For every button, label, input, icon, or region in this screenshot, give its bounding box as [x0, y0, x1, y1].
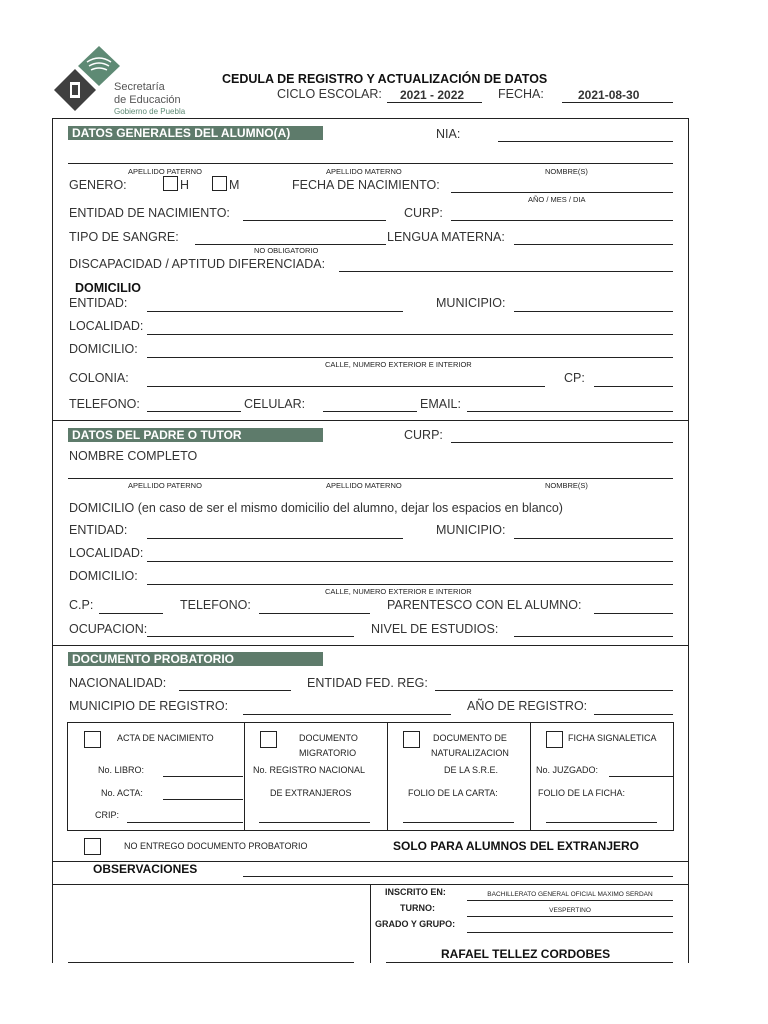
entidad-fed-label: ENTIDAD FED. REG: [307, 676, 428, 690]
cycle-label: CICLO ESCOLAR: [277, 87, 382, 101]
acta-title: ACTA DE NACIMIENTO [117, 733, 214, 743]
logo-text-2: de Educación [114, 94, 181, 106]
entidad-label: ENTIDAD: [69, 296, 128, 310]
nia-label: NIA: [436, 127, 461, 141]
tutor-domicilio-label: DOMICILIO: [69, 569, 138, 583]
nat-folio-label: FOLIO DE LA CARTA: [408, 788, 498, 798]
logo-text-1: Secretaría [114, 81, 165, 93]
grado-field[interactable] [467, 932, 673, 933]
tutor-cp-field[interactable] [99, 613, 163, 614]
ficha-title: FICHA SIGNALETICA [568, 733, 657, 743]
celular-field[interactable] [323, 411, 417, 412]
municipio-reg-label: MUNICIPIO DE REGISTRO: [69, 699, 229, 713]
tutor-telefono-field[interactable] [259, 613, 370, 614]
tutor-telefono-label: TELEFONO: [180, 598, 251, 612]
acta-crip-label: CRIP: [95, 810, 120, 820]
ficha-juzgado-field[interactable] [609, 776, 673, 777]
inscrito-value: BACHILLERATO GENERAL OFICIAL MAXIMO SERDAN [487, 891, 653, 898]
grid-divider-3 [530, 722, 531, 831]
tutor-curp-label: CURP: [404, 428, 443, 442]
signer-line[interactable] [386, 962, 673, 963]
nat-title-2: NATURALIZACION [431, 748, 509, 758]
genero-label: GENERO: [69, 178, 127, 192]
fecha-format-hint: AÑO / MES / DIA [528, 195, 586, 204]
no-obligatorio-hint: NO OBLIGATORIO [254, 246, 319, 255]
turno-value: VESPERTINO [549, 907, 591, 914]
cycle-value: 2021 - 2022 [400, 88, 465, 102]
genero-m-label: M [229, 178, 240, 192]
tutor-curp-field[interactable] [451, 442, 673, 443]
apellido-paterno-hint: APELLIDO PATERNO [128, 167, 202, 176]
migr-line-3: No. REGISTRO NACIONAL [253, 765, 366, 775]
turno-field[interactable] [467, 916, 673, 917]
observaciones-title: OBSERVACIONES [93, 862, 198, 876]
anio-reg-field[interactable] [594, 714, 673, 715]
genero-h-checkbox[interactable] [163, 176, 178, 191]
localidad-field[interactable] [147, 334, 673, 335]
document-section-header: DOCUMENTO PROBATORIO [68, 652, 323, 666]
ficha-folio-field[interactable] [546, 822, 657, 823]
email-field[interactable] [467, 411, 673, 412]
student-name-field[interactable] [68, 163, 673, 164]
logo-text-3: Gobierno de Puebla [114, 107, 186, 116]
lengua-label: LENGUA MATERNA: [387, 230, 505, 244]
no-entrego-label: NO ENTREGO DOCUMENTO PROBATORIO [124, 841, 308, 851]
parentesco-label: PARENTESCO CON EL ALUMNO: [387, 598, 582, 612]
tutor-municipio-field[interactable] [514, 538, 673, 539]
acta-no-label: No. ACTA: [101, 788, 143, 798]
tutor-municipio-label: MUNICIPIO: [436, 523, 506, 537]
inscrito-field[interactable] [467, 900, 673, 901]
tutor-localidad-field[interactable] [147, 561, 673, 562]
domicilio-title: DOMICILIO [75, 281, 141, 295]
municipio-label: MUNICIPIO: [436, 296, 506, 310]
municipio-field[interactable] [514, 311, 673, 312]
footer-divider [370, 884, 371, 963]
telefono-field[interactable] [147, 411, 241, 412]
migr-line-4: DE EXTRANJEROS [270, 788, 352, 798]
entidad-nac-label: ENTIDAD DE NACIMIENTO: [69, 206, 230, 220]
municipio-reg-field[interactable] [243, 714, 451, 715]
nivel-field[interactable] [514, 636, 673, 637]
acta-libro-label: No. LIBRO: [98, 765, 145, 775]
ocupacion-label: OCUPACION: [69, 622, 148, 636]
tutor-calle-hint: CALLE, NUMERO EXTERIOR E INTERIOR [325, 587, 472, 596]
celular-label: CELULAR: [244, 397, 306, 411]
colonia-field[interactable] [147, 386, 545, 387]
cp-label: CP: [564, 371, 585, 385]
discapacidad-field[interactable] [339, 271, 673, 272]
acta-no-field[interactable] [163, 799, 243, 800]
fecha-nac-field[interactable] [451, 192, 673, 193]
parentesco-field[interactable] [594, 613, 673, 614]
tutor-name-field[interactable] [68, 478, 673, 479]
grado-label: GRADO Y GRUPO: [375, 919, 456, 929]
migr-field[interactable] [259, 822, 370, 823]
tutor-apellido-materno-hint: APELLIDO MATERNO [326, 481, 402, 490]
signer-name: RAFAEL TELLEZ CORDOBES [441, 947, 611, 961]
migratorio-checkbox[interactable] [260, 731, 277, 748]
grid-divider-2 [387, 722, 388, 831]
tutor-entidad-field[interactable] [147, 538, 403, 539]
ficha-checkbox[interactable] [546, 731, 563, 748]
calle-hint: CALLE, NUMERO EXTERIOR E INTERIOR [325, 360, 472, 369]
nacionalidad-label: NACIONALIDAD: [69, 676, 167, 690]
nat-folio-field[interactable] [403, 822, 514, 823]
email-label: EMAIL: [420, 397, 461, 411]
domicilio-field[interactable] [147, 357, 673, 358]
lengua-field[interactable] [514, 244, 673, 245]
tutor-domicilio-note: DOMICILIO (en caso de ser el mismo domicilio del alumno, dejar los espacios en blanco) [69, 501, 563, 515]
nat-title-3: DE LA S.R.E. [444, 765, 499, 775]
curp-label: CURP: [404, 206, 443, 220]
genero-m-checkbox[interactable] [212, 176, 227, 191]
turno-label: TURNO: [400, 903, 435, 913]
localidad-label: LOCALIDAD: [69, 319, 144, 333]
telefono-label: TELEFONO: [69, 397, 140, 411]
apellido-materno-hint: APELLIDO MATERNO [326, 167, 402, 176]
cp-field[interactable] [594, 386, 673, 387]
discapacidad-label: DISCAPACIDAD / APTITUD DIFERENCIADA: [69, 257, 326, 271]
tutor-cp-label: C.P: [69, 598, 94, 612]
nat-title-1: DOCUMENTO DE [433, 733, 507, 743]
sangre-label: TIPO DE SANGRE: [69, 230, 179, 244]
genero-h-label: H [180, 178, 190, 192]
entidad-nac-field[interactable] [243, 220, 386, 221]
curp-field[interactable] [451, 220, 673, 221]
cycle-line [387, 102, 482, 103]
tutor-domicilio-field[interactable] [147, 584, 673, 585]
acta-libro-field[interactable] [163, 776, 243, 777]
nacionalidad-field[interactable] [179, 690, 291, 691]
anio-reg-label: AÑO DE REGISTRO: [467, 699, 588, 713]
nia-field[interactable] [498, 141, 673, 142]
fecha-nac-label: FECHA DE NACIMIENTO: [292, 178, 440, 192]
tutor-localidad-label: LOCALIDAD: [69, 546, 144, 560]
migr-title-2: MIGRATORIO [299, 748, 357, 758]
grid-divider-1 [244, 722, 245, 831]
date-line [562, 102, 673, 103]
page-title: CEDULA DE REGISTRO Y ACTUALIZACIÓN DE DATOS [222, 72, 548, 86]
acta-crip-field[interactable] [127, 822, 243, 823]
logo-emblem-icon [52, 44, 122, 114]
solo-extranjero-label: SOLO PARA ALUMNOS DEL EXTRANJERO [393, 839, 640, 853]
nombres-hint: NOMBRE(S) [545, 167, 588, 176]
no-entrego-checkbox[interactable] [84, 838, 101, 855]
ficha-folio-label: FOLIO DE LA FICHA: [538, 788, 626, 798]
nivel-label: NIVEL DE ESTUDIOS: [371, 622, 499, 636]
section-divider-2 [52, 645, 689, 646]
student-section-header: DATOS GENERALES DEL ALUMNO(A) [68, 126, 323, 140]
migr-title-1: DOCUMENTO [299, 733, 358, 743]
tutor-apellido-paterno-hint: APELLIDO PATERNO [128, 481, 202, 490]
date-label: FECHA: [498, 87, 544, 101]
observaciones-signature-line[interactable] [68, 962, 354, 963]
entidad-field[interactable] [147, 311, 403, 312]
colonia-label: COLONIA: [69, 371, 129, 385]
inscrito-label: INSCRITO EN: [385, 887, 446, 897]
domicilio-label: DOMICILIO: [69, 342, 138, 356]
date-value: 2021-08-30 [578, 88, 640, 102]
naturalizacion-checkbox[interactable] [403, 731, 420, 748]
ficha-juzgado-label: No. JUZGADO: [536, 765, 599, 775]
acta-checkbox[interactable] [84, 731, 101, 748]
section-divider-1 [52, 420, 689, 421]
tutor-section-header: DATOS DEL PADRE O TUTOR [68, 428, 323, 442]
sangre-field[interactable] [195, 244, 386, 245]
tutor-entidad-label: ENTIDAD: [69, 523, 128, 537]
nombre-completo-label: NOMBRE COMPLETO [69, 449, 198, 463]
observaciones-field[interactable] [243, 876, 673, 877]
ocupacion-field[interactable] [147, 636, 354, 637]
entidad-fed-field[interactable] [435, 690, 673, 691]
tutor-nombres-hint: NOMBRE(S) [545, 481, 588, 490]
secretaria-logo [52, 44, 200, 116]
